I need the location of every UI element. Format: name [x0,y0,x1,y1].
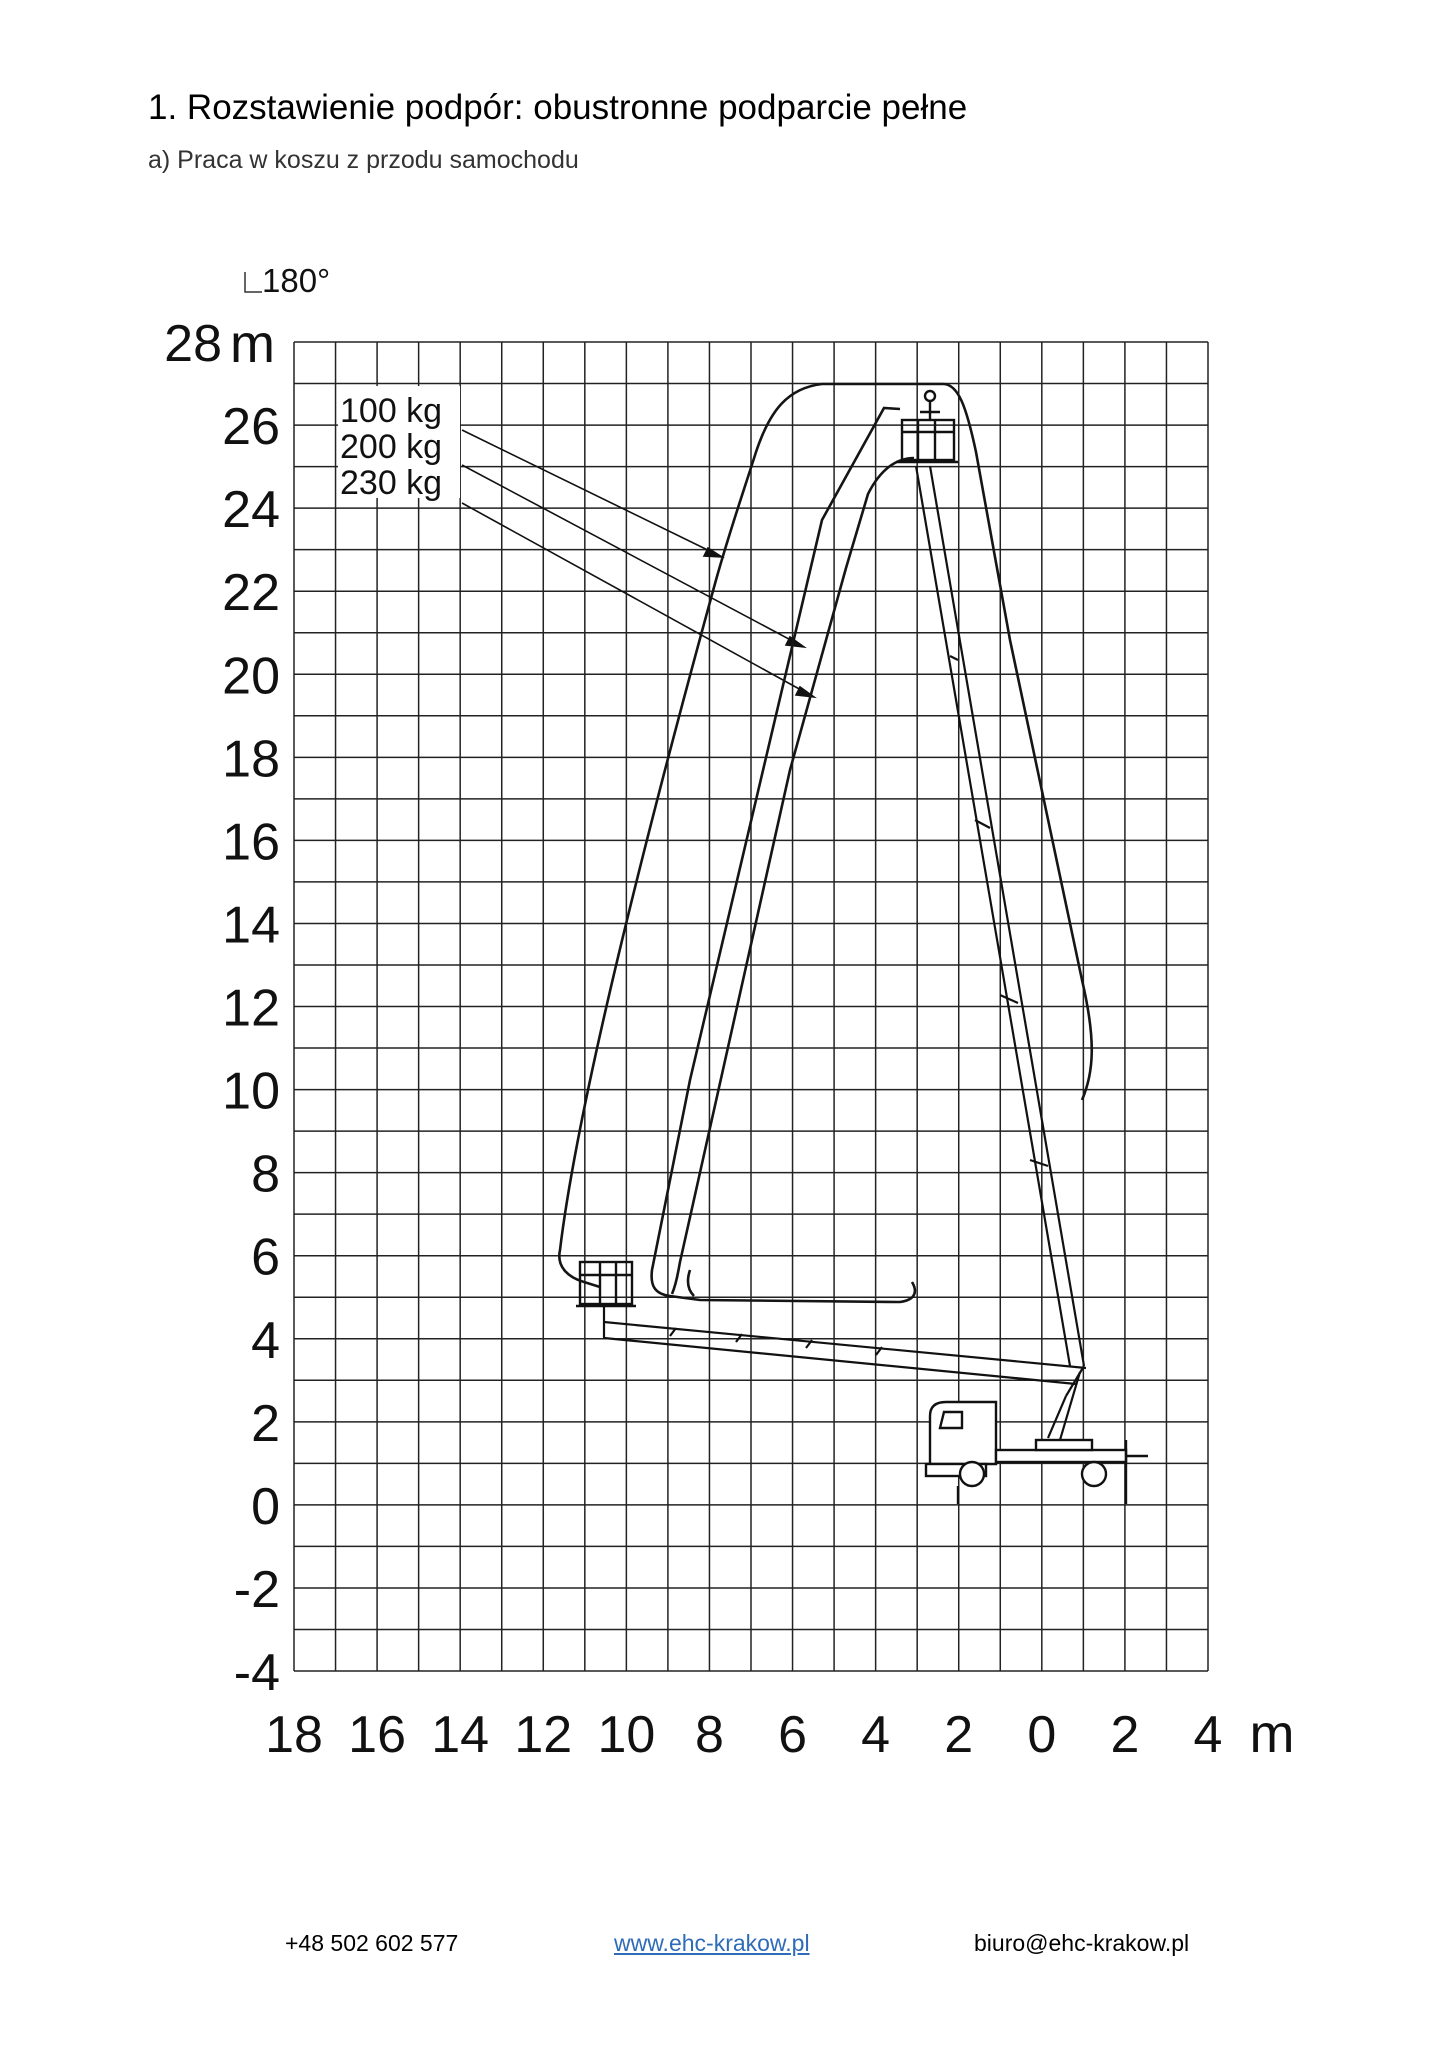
x-tick-label: 2 [1110,1706,1140,1764]
x-tick-label: 6 [778,1706,808,1764]
x-tick-label: 16 [348,1706,407,1764]
y-tick-label: 18 [222,730,280,789]
y-tick-label: 16 [222,813,280,872]
load-labels [340,392,442,502]
x-tick-label: 4 [861,1706,891,1764]
y-tick-label: 20 [222,647,280,706]
load-leader-lines [462,430,814,697]
working-envelopes [559,384,1091,1302]
top-basket [896,391,958,462]
x-tick-label: 8 [694,1706,724,1764]
y-axis-unit: m [230,314,275,374]
y-tick-label: -2 [233,1560,280,1619]
page-title: 1. Rozstawienie podpór: obustronne podparcie pełne [148,88,968,127]
envelope-inner-left [688,1270,694,1296]
y-tick-label: 14 [222,896,280,955]
x-tick-label: 12 [514,1706,573,1764]
y-tick-label: 24 [222,481,280,540]
y-tick-label: 28 [164,315,222,373]
y-tick-label: 12 [222,979,280,1038]
x-axis-ticks [265,1706,1222,1764]
x-tick-label: 4 [1193,1706,1223,1764]
x-axis-unit: m [1249,1704,1295,1764]
y-tick-label: 8 [251,1145,280,1204]
rotation-label: 180° [262,262,331,299]
load-label: 230 kg [340,464,443,502]
x-tick-label: 18 [265,1706,323,1764]
boom-horizontal [604,1306,1086,1384]
y-tick-label: 6 [251,1228,280,1287]
y-tick-label: 4 [251,1311,280,1370]
chart-grid [294,342,1208,1671]
section-subtitle: a) Praca w koszu z przodu samochodu [148,146,579,174]
y-tick-label: 26 [222,398,280,457]
footer-email: biuro@ehc-krakow.pl [974,1930,1190,1956]
y-tick-label: 0 [251,1477,280,1536]
y-tick-label: 10 [222,1062,280,1121]
y-tick-label: -4 [233,1644,280,1702]
load-label: 200 kg [340,428,443,466]
y-tick-label: 2 [251,1394,280,1453]
x-tick-label: 14 [431,1706,490,1764]
x-tick-label: 0 [1027,1706,1057,1764]
y-axis-ticks [164,315,280,1702]
footer-website-link[interactable]: www.ehc-krakow.pl [614,1930,810,1956]
y-tick-label: 22 [222,564,280,623]
envelope-100kg [559,384,1091,1287]
x-tick-label: 2 [944,1706,974,1764]
x-tick-label: 10 [597,1706,656,1764]
footer-phone: +48 502 602 577 [285,1930,459,1956]
load-label: 100 kg [340,392,443,430]
rotation-symbol-icon [245,272,262,292]
